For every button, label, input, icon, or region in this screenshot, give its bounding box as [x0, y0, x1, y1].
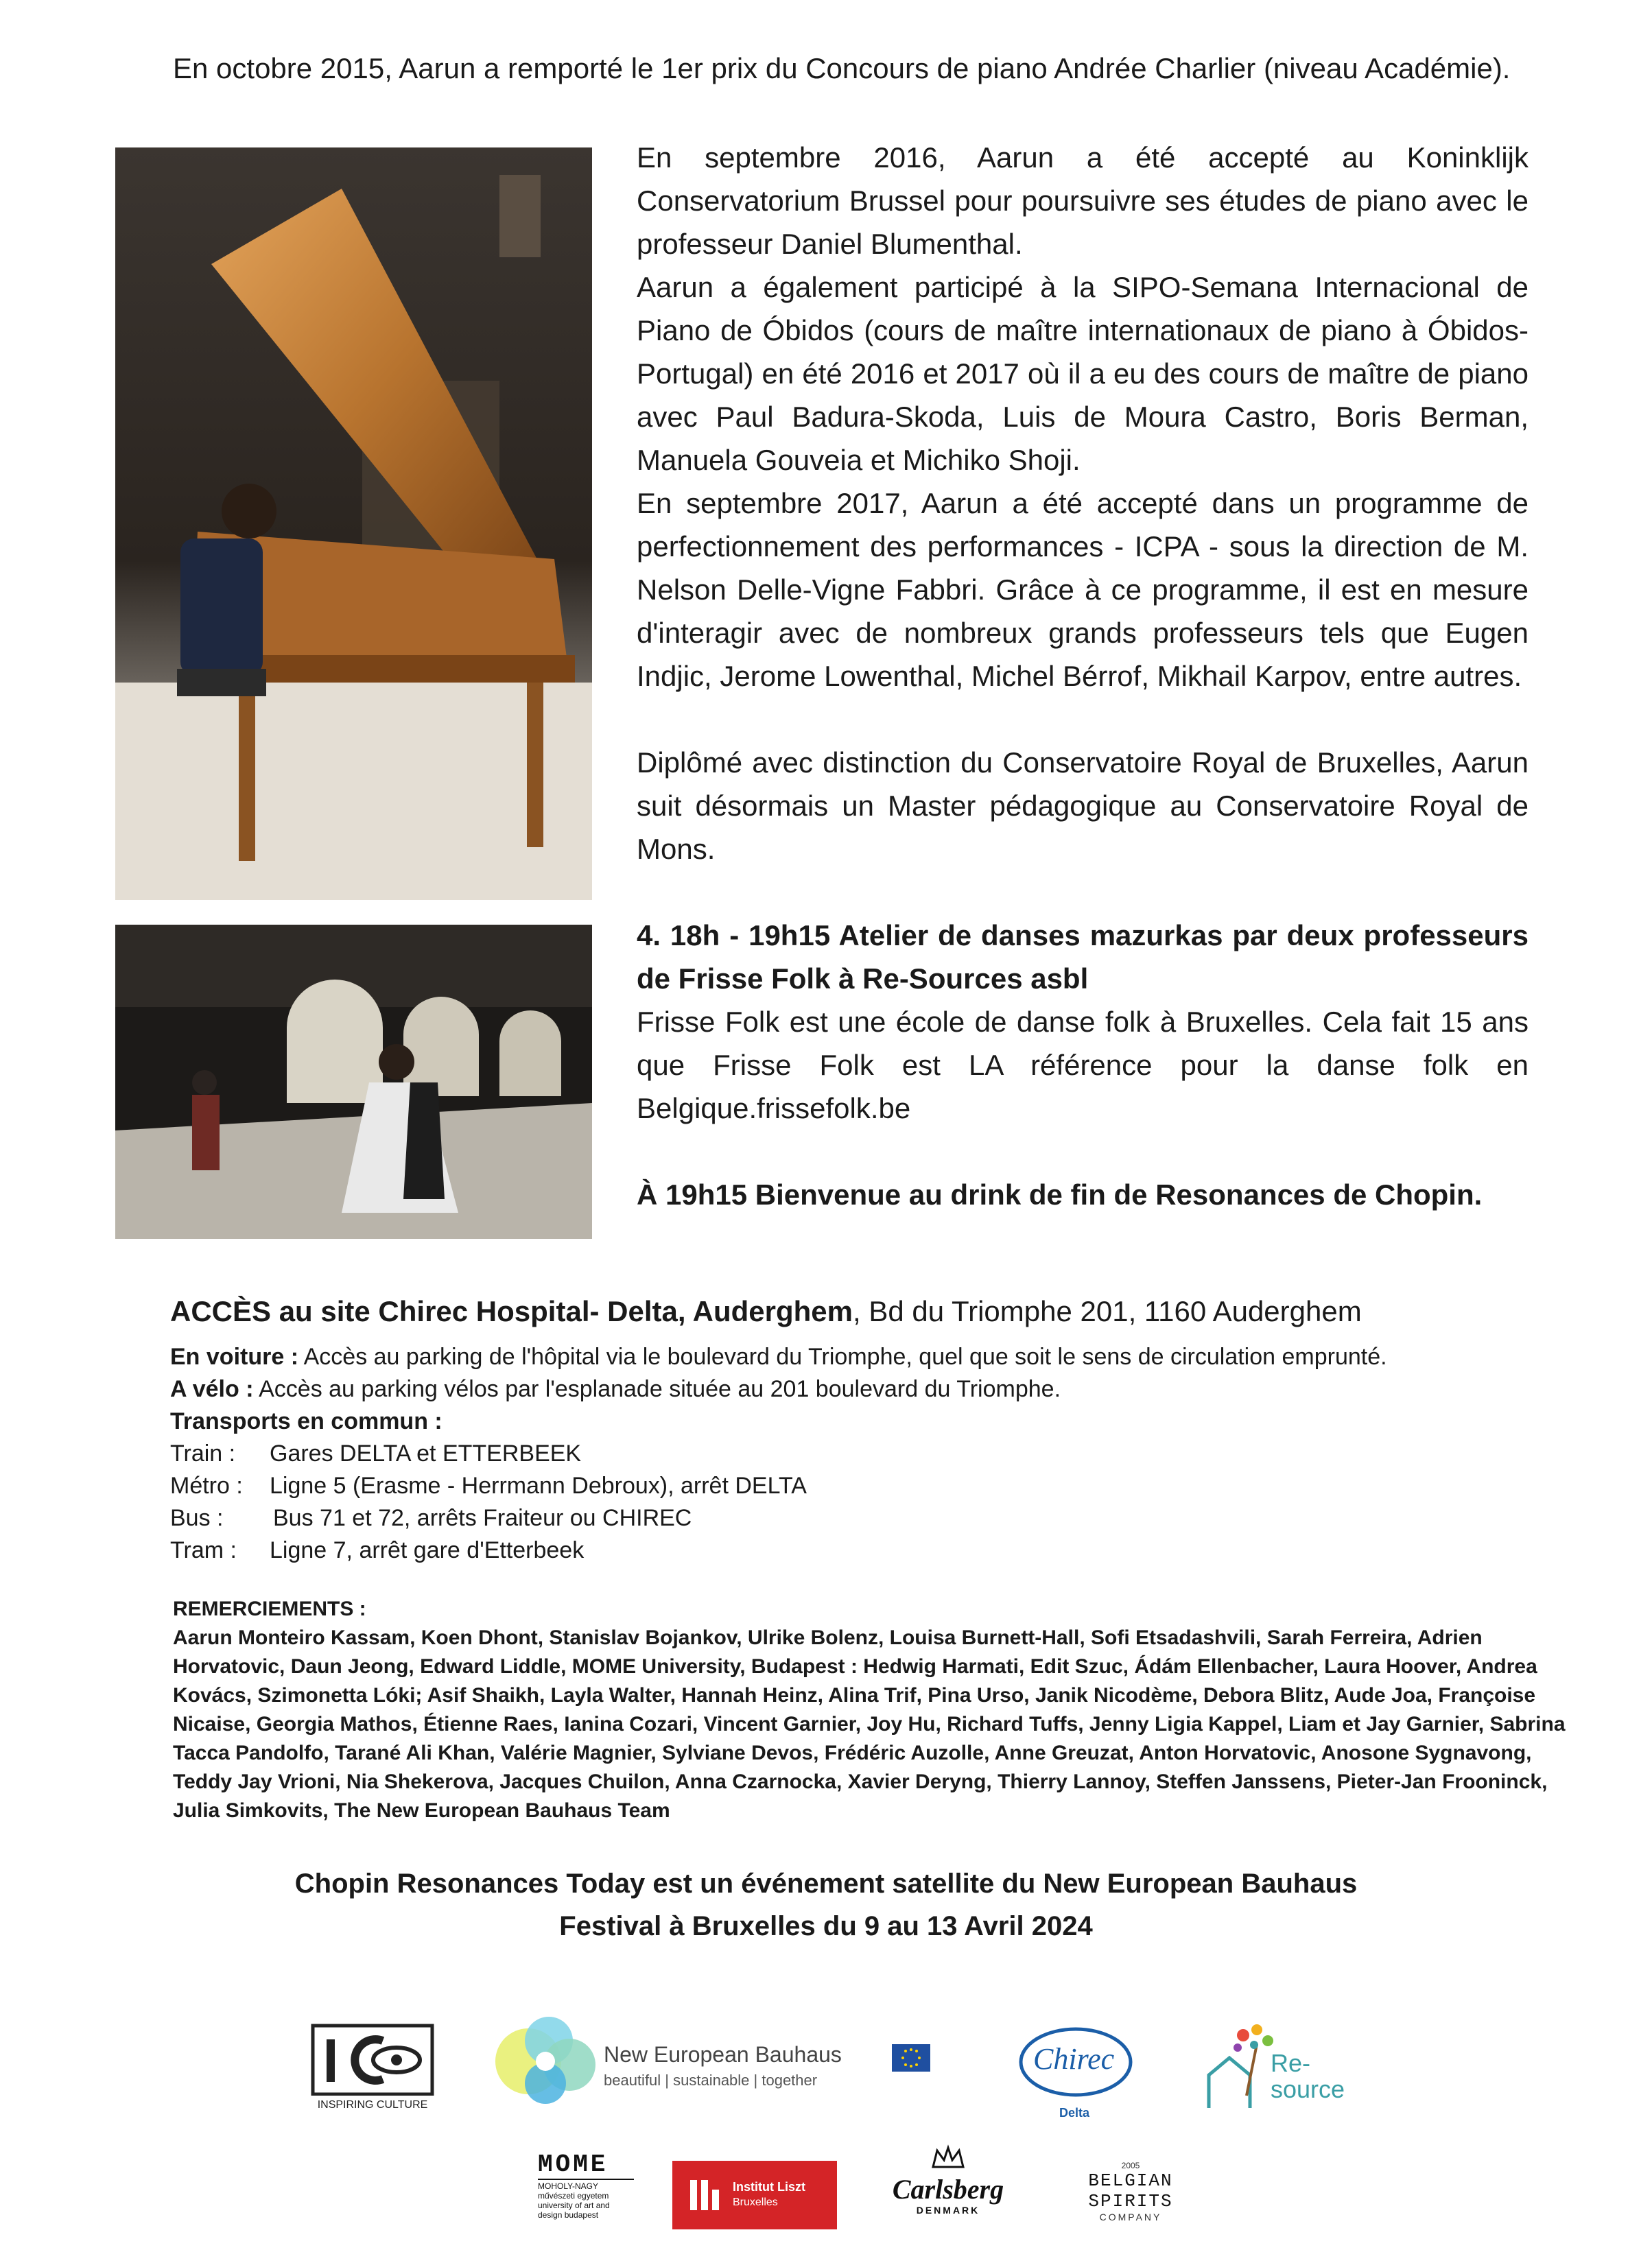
train-label: Train : — [170, 1441, 236, 1467]
bio-paragraph-2: Aarun a également participé à la SIPO-Semana Internacional de Piano de Óbidos (cours de maître internationaux de piano à Óbidos-Portugal) en été 2016 et 2017 où il a eu des cours de maître de piano avec Paul Badura-Skoda, Luis de Moura Castro, Boris Berman, Manuela Gouveia et Michiko Shoji. — [637, 271, 1529, 476]
pianist-photo — [115, 147, 592, 900]
bus-text: Bus 71 et 72, arrêts Fraiteur ou CHIREC — [273, 1505, 692, 1531]
bike-text: Accès au parking vélos par l'esplanade située au 201 boulevard du Triomphe. — [253, 1376, 1061, 1402]
carlsberg-country: DENMARK — [916, 2205, 980, 2216]
car-label: En voiture : — [170, 1344, 299, 1370]
drink-line: À 19h15 Bienvenue au drink de fin de Resonances de Chopin. — [637, 1178, 1483, 1211]
mome-line-2: university of art and — [538, 2201, 610, 2210]
carlsberg-name: Carlsberg — [892, 2174, 1004, 2205]
metro-label: Métro : — [170, 1473, 243, 1499]
neb-tagline: beautiful | sustainable | together — [604, 2072, 818, 2089]
tram-text: Ligne 7, arrêt gare d'Etterbeek — [270, 1537, 585, 1563]
access-heading-bold: ACCÈS au site Chirec Hospital- Delta, Auderghem — [170, 1295, 853, 1327]
bike-label: A vélo : — [170, 1376, 254, 1402]
liszt-mark-icon — [686, 2175, 727, 2216]
car-text: Accès au parking de l'hôpital via le boulevard du Triomphe, quel que soit le sens de circulation emprunté. — [298, 1344, 1387, 1370]
institut-liszt-logo — [672, 2161, 837, 2229]
bio-paragraph-1: En septembre 2016, Aarun a été accepté au Koninklijk Conservatorium Brussel pour poursuivre ses études de piano avec le professeur Daniel Blumenthal. — [637, 141, 1529, 260]
mome-mark: MOME — [538, 2151, 609, 2179]
resource-name-b: source — [1271, 2075, 1345, 2103]
belgian-spirits-logo — [1048, 2161, 1213, 2229]
event-4-title: 4. 18h - 19h15 Atelier de danses mazurkas par deux professeurs de Frisse Folk à Re-Sources asbl — [637, 919, 1529, 995]
closing-line-2: Festival à Bruxelles du 9 au 13 Avril 2024 — [559, 1911, 1093, 1941]
transit-label: Transports en commun : — [170, 1408, 442, 1434]
closing-statement — [137, 1862, 1515, 1947]
closing-line-1: Chopin Resonances Today est un événement satellite du New European Bauhaus — [294, 1869, 1358, 1899]
acknowledgements-title: REMERCIEMENTS : — [173, 1598, 366, 1620]
liszt-line-1: Institut Liszt — [733, 2180, 805, 2194]
chirec-logo — [1014, 2022, 1137, 2132]
bio-paragraph-4: Diplômé avec distinction du Conservatoire Royal de Bruxelles, Aarun suit désormais un Master pédagogique au Conservatoire Royal de Mons. — [637, 746, 1529, 865]
new-european-bauhaus-logo — [480, 2006, 933, 2109]
acknowledgements-names: Aarun Monteiro Kassam, Koen Dhont, Stanislav Bojankov, Ulrike Bolenz, Louisa Burnett-Hall, Sofi Etsadashvili, Sarah Ferreira, Adrien Horvatovic, Daun Jeong, Edward Liddle, MOME University, Budapest : Hedwig Harmati, Edit Szuc, Ádám Ellenbacher, Laura Hoover, Andrea Kovács, Szimonetta Lóki; Asif Shaikh, Layla Walter, Hannah Heinz, Alina Trif, Pina Urso, Janik Nicodème, Debora Blitz, Aude Joa, Françoise Nicaise, Georgia Mathos, Étienne Raes, Ianina Cozari, Vincent Garnier, Joy Hu, Richard Tuffs, Jenny Ligia Kappel, Liam et Jay Garnier, Sabrina Tacca Pandolfo, Tarané Ali Khan, Valérie Magnier, Sylviane Devos, Frédéric Auzolle, Anne Greuzat, Anton Horvatovic, Anosone Sygnavong, Teddy Jay Vrioni, Nia Shekerova, Jacques Chuilon, Anna Czarnocka, Xavier Deryng, Thierry Lannoy, Steffen Janssens, Pieter-Jan Frooninck, Julia Simkovits, The New European Bauhaus Team — [173, 1626, 1566, 1822]
mome-line-1: művészeti egyetem — [538, 2191, 609, 2201]
metro-text: Ligne 5 (Erasme - Herrmann Debroux), arrêt DELTA — [270, 1473, 807, 1499]
train-text: Gares DELTA et ETTERBEEK — [270, 1441, 582, 1467]
carlsberg-logo — [886, 2144, 1010, 2240]
acknowledgements — [173, 1595, 1579, 1825]
access-address: , Bd du Triomphe 201, 1160 Auderghem — [852, 1295, 1362, 1327]
crown-icon — [928, 2144, 969, 2171]
inspiring-culture-caption: INSPIRING CULTURE — [317, 2099, 428, 2111]
inspiring-culture-logo — [307, 2020, 438, 2123]
intro-paragraph: En octobre 2015, Aarun a remporté le 1er prix du Concours de piano Andrée Charlier (niveau Académie). — [173, 52, 1511, 84]
bus-label: Bus : — [170, 1505, 224, 1531]
belgian-spirits-year: 2005 — [1121, 2161, 1140, 2170]
belgian-spirits-sub: COMPANY — [1099, 2212, 1162, 2223]
event-4-text: Frisse Folk est une école de danse folk à Bruxelles. Cela fait 15 ans que Frisse Folk est LA référence pour la danse folk en Belgique.frissefolk.be — [637, 1006, 1529, 1124]
neb-title: New European Bauhaus — [604, 2042, 842, 2067]
chirec-name: Chirec — [1033, 2042, 1115, 2076]
mome-line-3: design budapest — [538, 2210, 599, 2220]
liszt-line-2: Bruxelles — [733, 2196, 778, 2208]
access-heading — [170, 1291, 1542, 1332]
bio-paragraph-3: En septembre 2017, Aarun a été accepté dans un programme de perfectionnement des performances - ICPA - sous la direction de M. Nelson Delle-Vigne Fabbri. Grâce à ce programme, il est en mesure d'interagir avec de nombreux grands professeurs tels que Eugen Indjic, Jerome Lowenthal, Michel Bérrof, Mikhail Karpov, entre autres. — [637, 487, 1529, 692]
belgian-spirits-name: BELGIAN SPIRITS — [1088, 2170, 1173, 2212]
bio-column — [637, 136, 1529, 1216]
tram-label: Tram : — [170, 1537, 237, 1563]
resource-name-a: Re- — [1271, 2049, 1311, 2077]
dancers-photo — [115, 925, 592, 1239]
access-details — [170, 1341, 1577, 1567]
resource-logo — [1202, 2020, 1373, 2116]
chirec-site: Delta — [1059, 2106, 1090, 2120]
mome-name: MOHOLY-NAGY — [538, 2179, 634, 2191]
mome-logo — [538, 2151, 634, 2236]
eu-flag-icon — [892, 2044, 930, 2072]
